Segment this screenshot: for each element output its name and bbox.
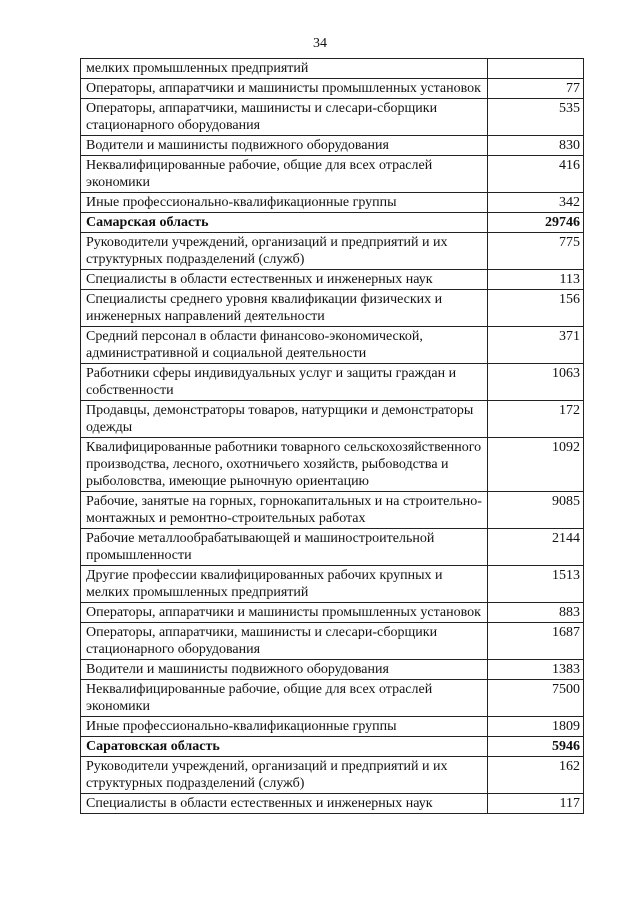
occupation-label: мелких промышленных предприятий [81,59,488,79]
occupation-count: 1687 [488,623,584,660]
table-row [81,794,584,814]
occupation-label: Операторы, аппаратчики и машинисты промышленных установок [81,603,488,623]
occupation-count: 156 [488,290,584,327]
table-row [81,566,584,603]
region-name: Саратовская область [81,737,488,757]
occupation-label: Рабочие металлообрабатывающей и машиностроительной промышленности [81,529,488,566]
table-row [81,79,584,99]
occupation-label: Иные профессионально-квалификационные группы [81,717,488,737]
occupation-label: Иные профессионально-квалификационные группы [81,193,488,213]
occupation-label: Продавцы, демонстраторы товаров, натурщики и демонстраторы одежды [81,401,488,438]
occupation-label: Руководители учреждений, организаций и предприятий и их структурных подразделений (служб) [81,757,488,794]
occupation-count: 172 [488,401,584,438]
occupation-label: Неквалифицированные рабочие, общие для всех отраслей экономики [81,680,488,717]
occupation-label: Операторы, аппаратчики, машинисты и слесари-сборщики стационарного оборудования [81,99,488,136]
occupation-label: Рабочие, занятые на горных, горнокапитальных и на строительно-монтажных и ремонтно-строительных работах [81,492,488,529]
occupation-count: 1513 [488,566,584,603]
region-total: 5946 [488,737,584,757]
occupation-label: Средний персонал в области финансово-экономической, административной и социальной деятельности [81,327,488,364]
region-row [81,213,584,233]
table-row [81,717,584,737]
occupation-count: 1383 [488,660,584,680]
occupation-label: Водители и машинисты подвижного оборудования [81,136,488,156]
occupation-count: 416 [488,156,584,193]
occupation-label: Работники сферы индивидуальных услуг и защиты граждан и собственности [81,364,488,401]
table-row [81,680,584,717]
occupation-label: Водители и машинисты подвижного оборудования [81,660,488,680]
occupation-count: 162 [488,757,584,794]
occupation-label: Специалисты в области естественных и инженерных наук [81,270,488,290]
region-total: 29746 [488,213,584,233]
table-row [81,364,584,401]
table-row [81,623,584,660]
occupation-count: 830 [488,136,584,156]
occupation-label: Неквалифицированные рабочие, общие для всех отраслей экономики [81,156,488,193]
occupation-label: Специалисты среднего уровня квалификации физических и инженерных направлений деятельности [81,290,488,327]
occupation-count: 1092 [488,438,584,492]
occupation-count: 1063 [488,364,584,401]
table-row [81,660,584,680]
occupation-count: 883 [488,603,584,623]
occupation-count: 535 [488,99,584,136]
table-row [81,136,584,156]
occupation-label: Руководители учреждений, организаций и предприятий и их структурных подразделений (служб) [81,233,488,270]
occupation-count: 113 [488,270,584,290]
occupation-label: Специалисты в области естественных и инженерных наук [81,794,488,814]
occupation-count: 775 [488,233,584,270]
region-name: Самарская область [81,213,488,233]
occupation-count: 7500 [488,680,584,717]
table-row [81,401,584,438]
table-row [81,290,584,327]
table-row [81,529,584,566]
occupation-count: 2144 [488,529,584,566]
table-row [81,270,584,290]
occupation-count [488,59,584,79]
occupation-label: Другие профессии квалифицированных рабочих крупных и мелких промышленных предприятий [81,566,488,603]
table-row [81,59,584,79]
region-row [81,737,584,757]
table-row [81,492,584,529]
occupation-count: 9085 [488,492,584,529]
occupation-count: 342 [488,193,584,213]
occupation-count: 371 [488,327,584,364]
occupation-table [80,58,584,814]
table-row [81,327,584,364]
table-row [81,233,584,270]
table-row [81,757,584,794]
table-row [81,438,584,492]
page-number: 34 [313,36,327,51]
occupation-label: Операторы, аппаратчики, машинисты и слесари-сборщики стационарного оборудования [81,623,488,660]
occupation-count: 77 [488,79,584,99]
table-body [81,59,584,814]
table-row [81,603,584,623]
occupation-label: Операторы, аппаратчики и машинисты промышленных установок [81,79,488,99]
table-row [81,156,584,193]
occupation-count: 1809 [488,717,584,737]
table-row [81,193,584,213]
table-row [81,99,584,136]
occupation-label: Квалифицированные работники товарного сельскохозяйственного производства, лесного, охотничьего хозяйств, рыбоводства и рыболовства, имеющие рыночную ориентацию [81,438,488,492]
occupation-count: 117 [488,794,584,814]
